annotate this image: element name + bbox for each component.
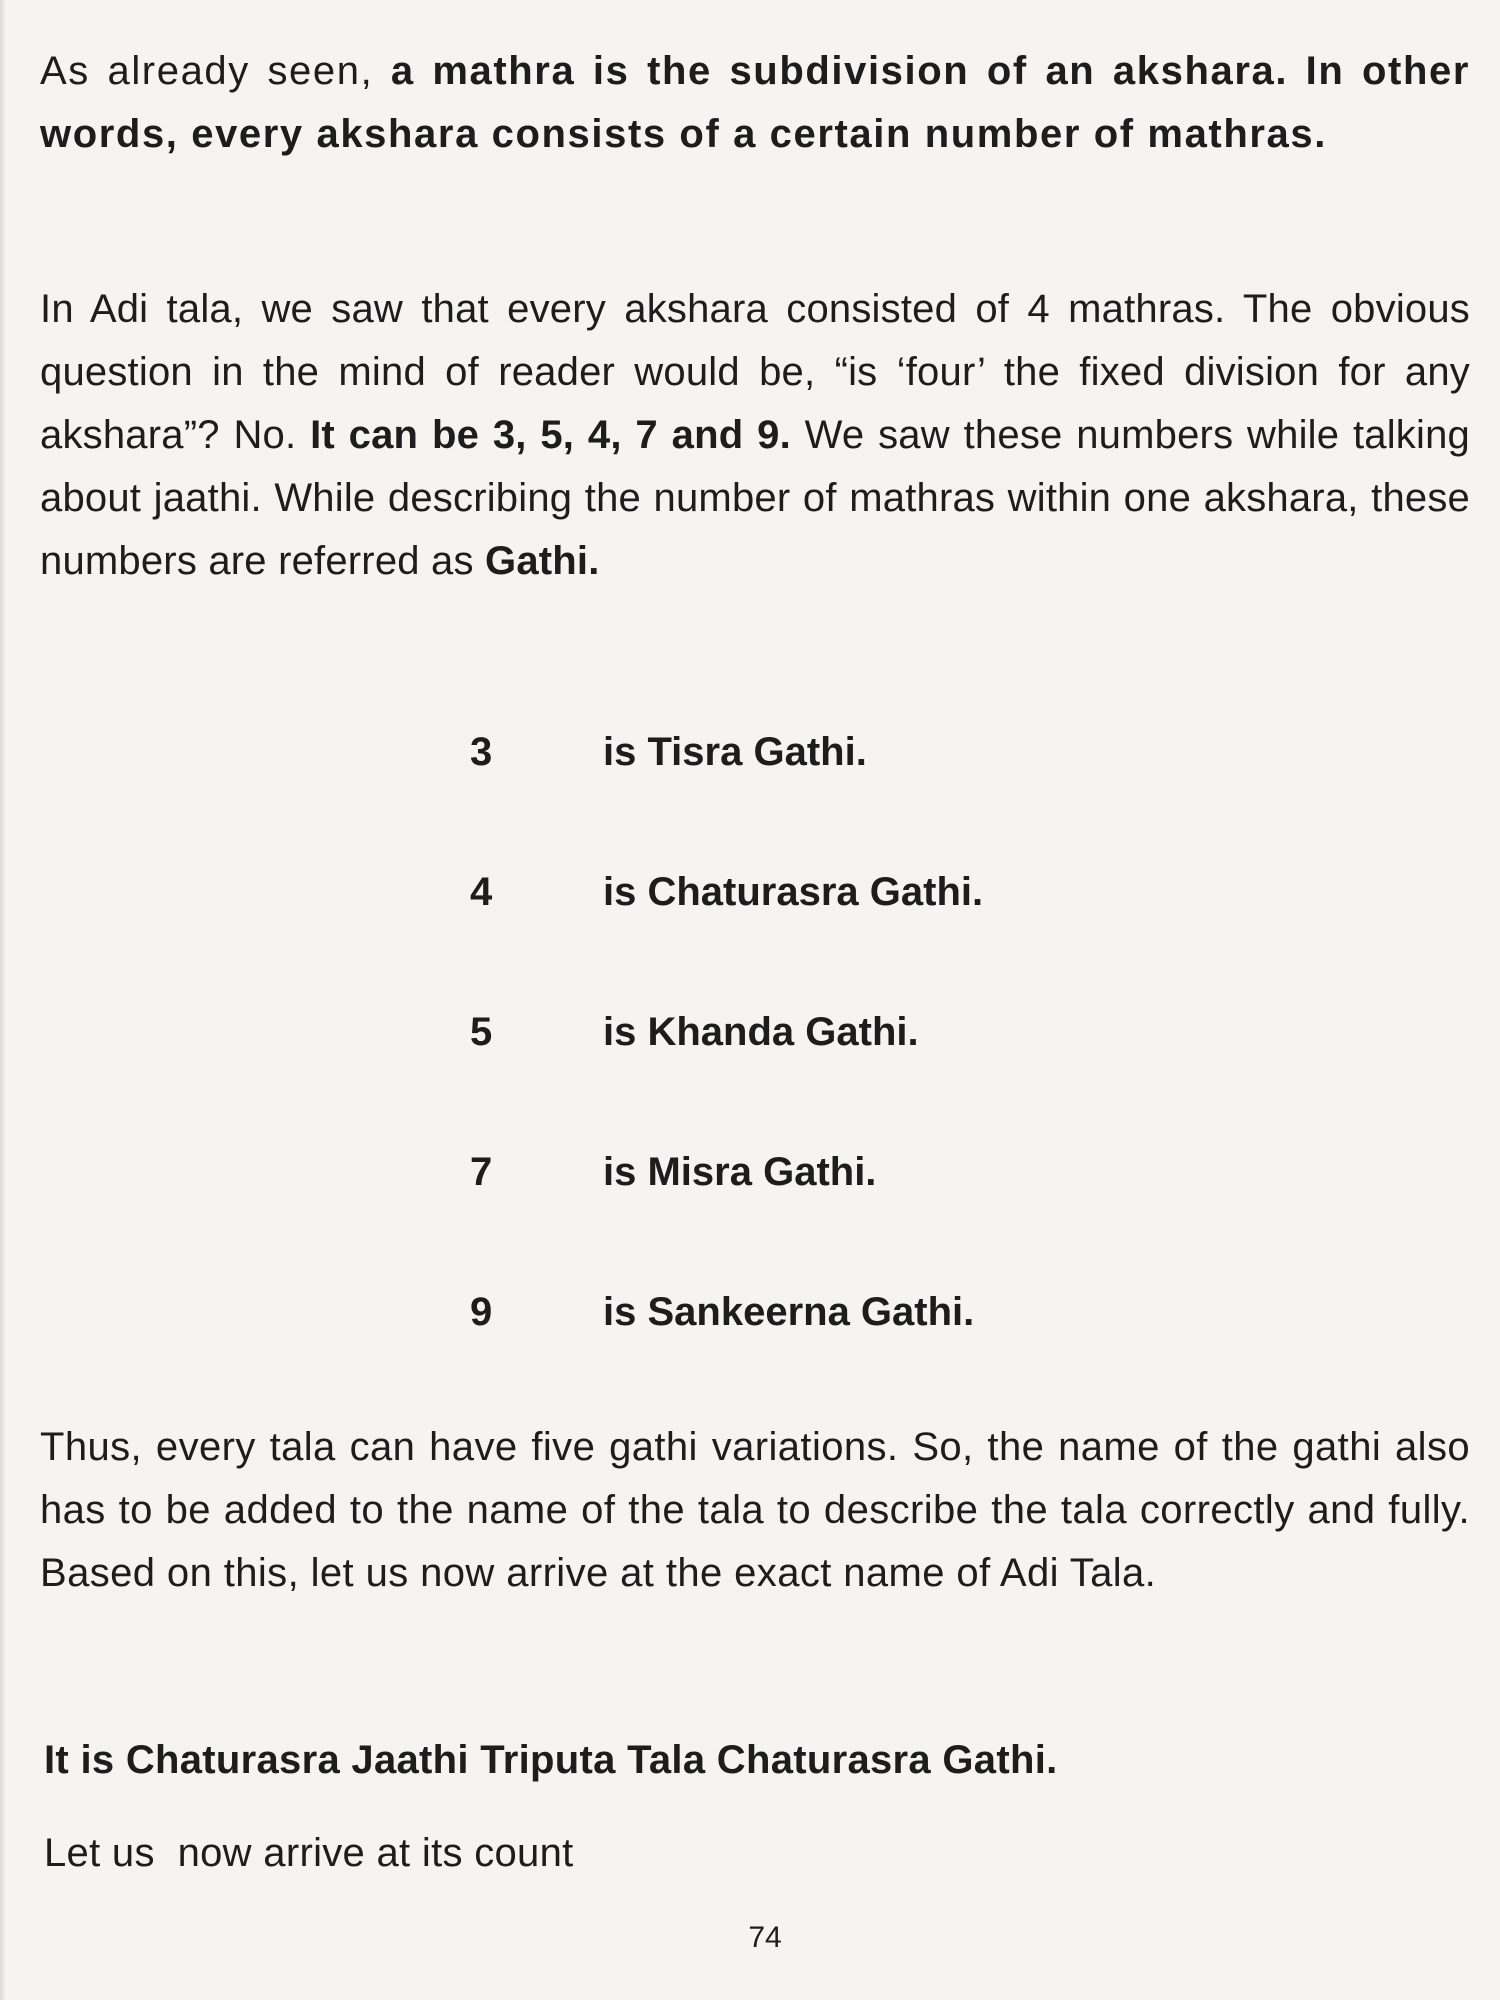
paragraph-1-bold-text: a mathra is the subdivision of an akshara. In other words, every akshara consists of a certain number of mathras. bbox=[40, 49, 1470, 156]
gathi-row bbox=[470, 862, 1270, 1002]
page-edge-shadow bbox=[0, 0, 6, 2000]
gathi-name: is Tisra Gathi. bbox=[603, 730, 867, 774]
gathi-name: is Sankeerna Gathi. bbox=[603, 1290, 975, 1334]
paragraph-2-text-a: In Adi tala, we saw that every akshara consisted of 4 mathras. The obvious question in the mind of reader would be, “is ‘four’ the fixed division for any akshara”? No. bbox=[40, 287, 1470, 457]
paragraph-2-bold-b: Gathi. bbox=[485, 539, 600, 583]
conclusion-statement: It is Chaturasra Jaathi Triputa Tala Chaturasra Gathi. bbox=[44, 1738, 1058, 1782]
gathi-number: 9 bbox=[470, 1290, 493, 1334]
gathi-row bbox=[470, 1002, 1270, 1142]
lead-in-text: Let us now arrive at its count bbox=[44, 1831, 574, 1875]
gathi-row bbox=[470, 1282, 1270, 1422]
gathi-number: 3 bbox=[470, 730, 493, 774]
gathi-number: 7 bbox=[470, 1150, 493, 1194]
paragraph-2-bold-a: It can be 3, 5, 4, 7 and 9. bbox=[310, 413, 791, 457]
gathi-list bbox=[470, 722, 1270, 1422]
paragraph-mathra-definition bbox=[40, 40, 1470, 166]
paragraph-adi-tala bbox=[40, 278, 1470, 593]
page-number: 74 bbox=[748, 1921, 782, 1954]
paragraph-gathi-variations: Thus, every tala can have five gathi variations. So, the name of the gathi also has to be added to the name of the tala to describe the tala correctly and fully. Based on this, let us now arrive at the exact name of Adi Tala. bbox=[40, 1425, 1470, 1595]
gathi-row bbox=[470, 1142, 1270, 1282]
gathi-name: is Khanda Gathi. bbox=[603, 1010, 919, 1054]
paragraph-1-text: As already seen, bbox=[40, 49, 391, 93]
gathi-name: is Chaturasra Gathi. bbox=[603, 870, 984, 914]
gathi-row bbox=[470, 722, 1270, 862]
paragraph-2-text-b: We saw these numbers while talking about jaathi. While describing the number of mathras within one akshara, these numbers are referred as bbox=[40, 413, 1470, 583]
gathi-name: is Misra Gathi. bbox=[603, 1150, 877, 1194]
gathi-number: 5 bbox=[470, 1010, 493, 1054]
gathi-number: 4 bbox=[470, 870, 493, 914]
